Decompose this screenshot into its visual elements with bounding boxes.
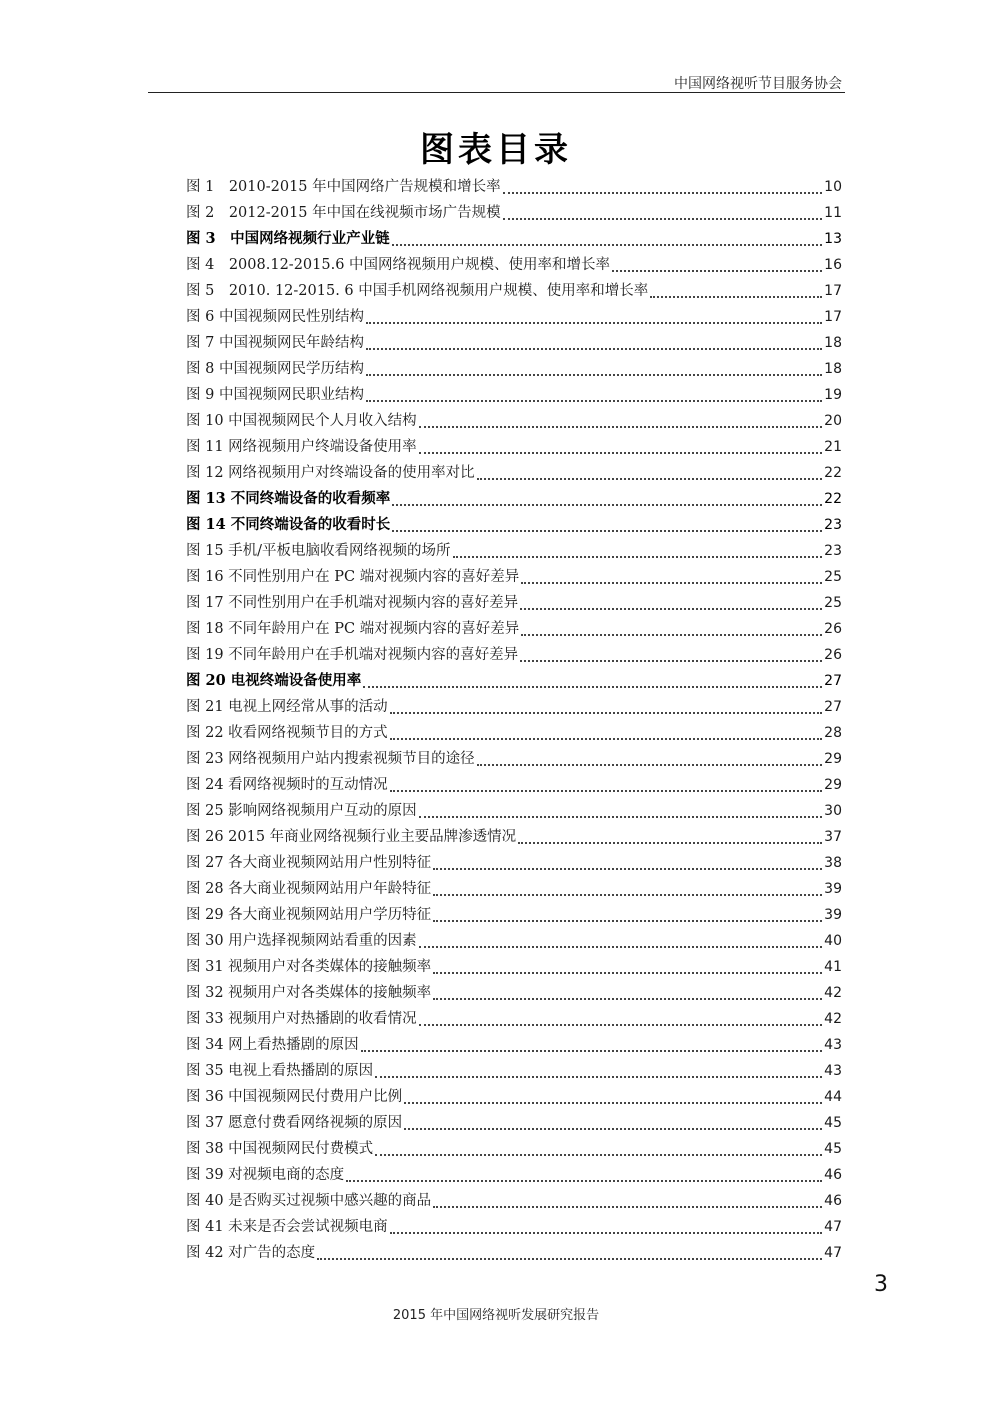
toc-dot-leader xyxy=(366,321,822,324)
toc-entry-page: 26 xyxy=(824,647,842,663)
page-number: 3 xyxy=(874,1272,888,1297)
toc-entry-page: 25 xyxy=(824,569,842,585)
toc-dot-leader xyxy=(521,581,822,584)
toc-entry[interactable] xyxy=(186,616,842,642)
toc-entry[interactable] xyxy=(186,1136,842,1162)
toc-dot-leader xyxy=(433,1205,822,1208)
toc-entry[interactable] xyxy=(186,1162,842,1188)
toc-entry-label: 图 28 各大商业视频网站用户年龄特征 xyxy=(186,880,432,897)
toc-entry[interactable] xyxy=(186,278,842,304)
toc-list xyxy=(186,174,842,1266)
toc-entry-page: 22 xyxy=(824,491,842,507)
toc-entry-page: 43 xyxy=(824,1037,842,1053)
toc-entry-page: 17 xyxy=(824,309,842,325)
toc-entry-label: 图 38 中国视频网民付费模式 xyxy=(186,1140,374,1157)
toc-dot-leader xyxy=(419,451,823,454)
toc-entry-page: 19 xyxy=(824,387,842,403)
toc-entry[interactable] xyxy=(186,876,842,902)
toc-entry[interactable] xyxy=(186,538,842,564)
toc-dot-leader xyxy=(503,217,823,220)
toc-entry-label: 图 3 中国网络视频行业产业链 xyxy=(186,229,390,247)
toc-entry[interactable] xyxy=(186,772,842,798)
toc-dot-leader xyxy=(477,763,823,766)
toc-entry[interactable] xyxy=(186,668,842,694)
toc-dot-leader xyxy=(361,1049,823,1052)
toc-entry-label: 图 26 2015 年商业网络视频行业主要品牌渗透情况 xyxy=(186,828,517,845)
toc-entry[interactable] xyxy=(186,1058,842,1084)
toc-entry[interactable] xyxy=(186,1110,842,1136)
toc-entry-label: 图 33 视频用户对热播剧的收看情况 xyxy=(186,1010,417,1027)
toc-entry[interactable] xyxy=(186,174,842,200)
toc-entry-label: 图 8 中国视频网民学历结构 xyxy=(186,360,364,377)
toc-entry-page: 13 xyxy=(824,231,842,247)
toc-entry[interactable] xyxy=(186,304,842,330)
toc-entry-label: 图 31 视频用户对各类媒体的接触频率 xyxy=(186,958,432,975)
toc-entry-page: 39 xyxy=(824,881,842,897)
toc-dot-leader xyxy=(477,477,823,480)
toc-entry-page: 37 xyxy=(824,829,842,845)
toc-entry[interactable] xyxy=(186,486,842,512)
toc-entry[interactable] xyxy=(186,850,842,876)
toc-entry[interactable] xyxy=(186,1214,842,1240)
toc-dot-leader xyxy=(518,841,822,844)
toc-dot-leader xyxy=(390,711,823,714)
toc-entry[interactable] xyxy=(186,382,842,408)
toc-entry-label: 图 41 未来是否会尝试视频电商 xyxy=(186,1218,388,1235)
toc-entry-page: 18 xyxy=(824,335,842,351)
toc-entry-page: 16 xyxy=(824,257,842,273)
toc-entry-page: 20 xyxy=(824,413,842,429)
toc-entry-label: 图 29 各大商业视频网站用户学历特征 xyxy=(186,906,432,923)
toc-entry[interactable] xyxy=(186,226,842,252)
toc-entry[interactable] xyxy=(186,642,842,668)
toc-dot-leader xyxy=(392,243,823,246)
toc-entry-label: 图 20 电视终端设备使用率 xyxy=(186,671,362,689)
toc-dot-leader xyxy=(453,555,823,558)
toc-entry-page: 45 xyxy=(824,1115,842,1131)
toc-entry[interactable] xyxy=(186,408,842,434)
toc-entry-label: 图 2 2012-2015 年中国在线视频市场广告规模 xyxy=(186,204,501,221)
toc-entry-page: 38 xyxy=(824,855,842,871)
toc-entry[interactable] xyxy=(186,330,842,356)
toc-entry-label: 图 34 网上看热播剧的原因 xyxy=(186,1036,359,1053)
toc-entry-label: 图 13 不同终端设备的收看频率 xyxy=(186,489,391,507)
toc-entry[interactable] xyxy=(186,1084,842,1110)
toc-entry[interactable] xyxy=(186,1188,842,1214)
toc-entry-page: 42 xyxy=(824,985,842,1001)
toc-entry[interactable] xyxy=(186,1032,842,1058)
toc-entry-label: 图 1 2010-2015 年中国网络广告规模和增长率 xyxy=(186,178,501,195)
toc-entry-page: 26 xyxy=(824,621,842,637)
toc-dot-leader xyxy=(392,529,822,532)
toc-entry-label: 图 17 不同性别用户在手机端对视频内容的喜好差异 xyxy=(186,594,519,611)
toc-dot-leader xyxy=(521,633,822,636)
toc-entry[interactable] xyxy=(186,928,842,954)
toc-dot-leader xyxy=(366,399,822,402)
toc-entry-label: 图 32 视频用户对各类媒体的接触频率 xyxy=(186,984,432,1001)
toc-entry-label: 图 15 手机/平板电脑收看网络视频的场所 xyxy=(186,542,451,559)
toc-entry-page: 18 xyxy=(824,361,842,377)
footer-report-title: 2015 年中国网络视听发展研究报告 xyxy=(392,1308,600,1323)
toc-entry-page: 10 xyxy=(824,179,842,195)
toc-entry-label: 图 36 中国视频网民付费用户比例 xyxy=(186,1088,403,1105)
toc-entry-page: 46 xyxy=(824,1193,842,1209)
header-org-name: 中国网络视听节目服务协会 xyxy=(674,76,842,92)
toc-entry-label: 图 40 是否购买过视频中感兴趣的商品 xyxy=(186,1192,432,1209)
toc-entry-page: 30 xyxy=(824,803,842,819)
toc-dot-leader xyxy=(390,737,823,740)
toc-entry-page: 41 xyxy=(824,959,842,975)
toc-entry-page: 42 xyxy=(824,1011,842,1027)
toc-entry-label: 图 39 对视频电商的态度 xyxy=(186,1166,345,1183)
toc-entry-label: 图 21 电视上网经常从事的活动 xyxy=(186,698,388,715)
toc-dot-leader xyxy=(419,1023,823,1026)
toc-entry-label: 图 25 影响网络视频用户互动的原因 xyxy=(186,802,417,819)
toc-entry[interactable] xyxy=(186,252,842,278)
toc-entry-label: 图 10 中国视频网民个人月收入结构 xyxy=(186,412,417,429)
toc-entry[interactable] xyxy=(186,1006,842,1032)
toc-entry-page: 44 xyxy=(824,1089,842,1105)
toc-entry-label: 图 23 网络视频用户站内搜索视频节目的途径 xyxy=(186,750,475,767)
toc-dot-leader xyxy=(433,997,822,1000)
toc-entry[interactable] xyxy=(186,590,842,616)
toc-entry-page: 25 xyxy=(824,595,842,611)
toc-dot-leader xyxy=(390,789,823,792)
toc-entry-label: 图 11 网络视频用户终端设备使用率 xyxy=(186,438,417,455)
toc-entry-page: 29 xyxy=(824,777,842,793)
toc-entry[interactable] xyxy=(186,434,842,460)
toc-dot-leader xyxy=(419,945,823,948)
toc-dot-leader xyxy=(433,919,822,922)
toc-entry[interactable] xyxy=(186,798,842,824)
toc-entry[interactable] xyxy=(186,694,842,720)
toc-entry[interactable] xyxy=(186,356,842,382)
toc-entry[interactable] xyxy=(186,720,842,746)
toc-dot-leader xyxy=(375,1075,822,1078)
toc-dot-leader xyxy=(520,659,822,662)
toc-entry[interactable] xyxy=(186,746,842,772)
toc-entry-label: 图 30 用户选择视频网站看重的因素 xyxy=(186,932,417,949)
toc-dot-leader xyxy=(650,295,822,298)
toc-entry-page: 28 xyxy=(824,725,842,741)
toc-dot-leader xyxy=(363,685,822,688)
toc-entry-page: 27 xyxy=(824,673,842,689)
toc-entry[interactable] xyxy=(186,954,842,980)
toc-entry-page: 39 xyxy=(824,907,842,923)
toc-entry-page: 23 xyxy=(824,517,842,533)
toc-entry[interactable] xyxy=(186,512,842,538)
toc-dot-leader xyxy=(366,373,822,376)
toc-entry[interactable] xyxy=(186,1240,842,1266)
toc-entry-label: 图 4 2008.12-2015.6 中国网络视频用户规模、使用率和增长率 xyxy=(186,256,611,273)
toc-entry[interactable] xyxy=(186,980,842,1006)
toc-dot-leader xyxy=(366,347,822,350)
toc-entry-page: 47 xyxy=(824,1245,842,1261)
toc-entry-page: 40 xyxy=(824,933,842,949)
toc-entry[interactable] xyxy=(186,564,842,590)
toc-entry-label: 图 5 2010. 12-2015. 6 中国手机网络视频用户规模、使用率和增长率 xyxy=(186,282,649,299)
toc-entry-label: 图 42 对广告的态度 xyxy=(186,1244,316,1261)
toc-entry[interactable] xyxy=(186,460,842,486)
toc-entry-label: 图 7 中国视频网民年龄结构 xyxy=(186,334,364,351)
toc-entry-page: 11 xyxy=(824,205,842,221)
toc-dot-leader xyxy=(390,1231,823,1234)
toc-dot-leader xyxy=(419,425,823,428)
toc-entry[interactable] xyxy=(186,200,842,226)
toc-entry-label: 图 16 不同性别用户在 PC 端对视频内容的喜好差异 xyxy=(186,568,520,585)
toc-entry-label: 图 27 各大商业视频网站用户性别特征 xyxy=(186,854,432,871)
toc-entry-label: 图 22 收看网络视频节目的方式 xyxy=(186,724,388,741)
toc-dot-leader xyxy=(317,1257,822,1260)
toc-entry-page: 27 xyxy=(824,699,842,715)
toc-entry-page: 46 xyxy=(824,1167,842,1183)
toc-dot-leader xyxy=(419,815,823,818)
toc-entry[interactable] xyxy=(186,902,842,928)
toc-entry-label: 图 37 愿意付费看网络视频的原因 xyxy=(186,1114,403,1131)
toc-entry-label: 图 12 网络视频用户对终端设备的使用率对比 xyxy=(186,464,475,481)
page-title: 图表目录 xyxy=(420,130,572,170)
toc-dot-leader xyxy=(404,1101,822,1104)
toc-dot-leader xyxy=(433,867,822,870)
toc-dot-leader xyxy=(520,607,822,610)
toc-entry-page: 47 xyxy=(824,1219,842,1235)
toc-entry[interactable] xyxy=(186,824,842,850)
toc-entry-label: 图 14 不同终端设备的收看时长 xyxy=(186,515,391,533)
toc-entry-page: 17 xyxy=(824,283,842,299)
toc-entry-page: 29 xyxy=(824,751,842,767)
toc-entry-label: 图 19 不同年龄用户在手机端对视频内容的喜好差异 xyxy=(186,646,519,663)
header-divider xyxy=(148,92,845,93)
toc-entry-page: 21 xyxy=(824,439,842,455)
toc-dot-leader xyxy=(612,269,822,272)
toc-entry-label: 图 35 电视上看热播剧的原因 xyxy=(186,1062,374,1079)
toc-dot-leader xyxy=(375,1153,822,1156)
toc-dot-leader xyxy=(433,893,822,896)
toc-entry-page: 22 xyxy=(824,465,842,481)
toc-dot-leader xyxy=(433,971,822,974)
toc-entry-page: 43 xyxy=(824,1063,842,1079)
toc-entry-label: 图 9 中国视频网民职业结构 xyxy=(186,386,364,403)
toc-dot-leader xyxy=(503,191,823,194)
toc-entry-label: 图 18 不同年龄用户在 PC 端对视频内容的喜好差异 xyxy=(186,620,520,637)
toc-entry-label: 图 24 看网络视频时的互动情况 xyxy=(186,776,388,793)
toc-entry-page: 45 xyxy=(824,1141,842,1157)
toc-entry-label: 图 6 中国视频网民性别结构 xyxy=(186,308,364,325)
toc-dot-leader xyxy=(346,1179,822,1182)
toc-entry-page: 23 xyxy=(824,543,842,559)
toc-dot-leader xyxy=(392,503,822,506)
toc-dot-leader xyxy=(404,1127,822,1130)
